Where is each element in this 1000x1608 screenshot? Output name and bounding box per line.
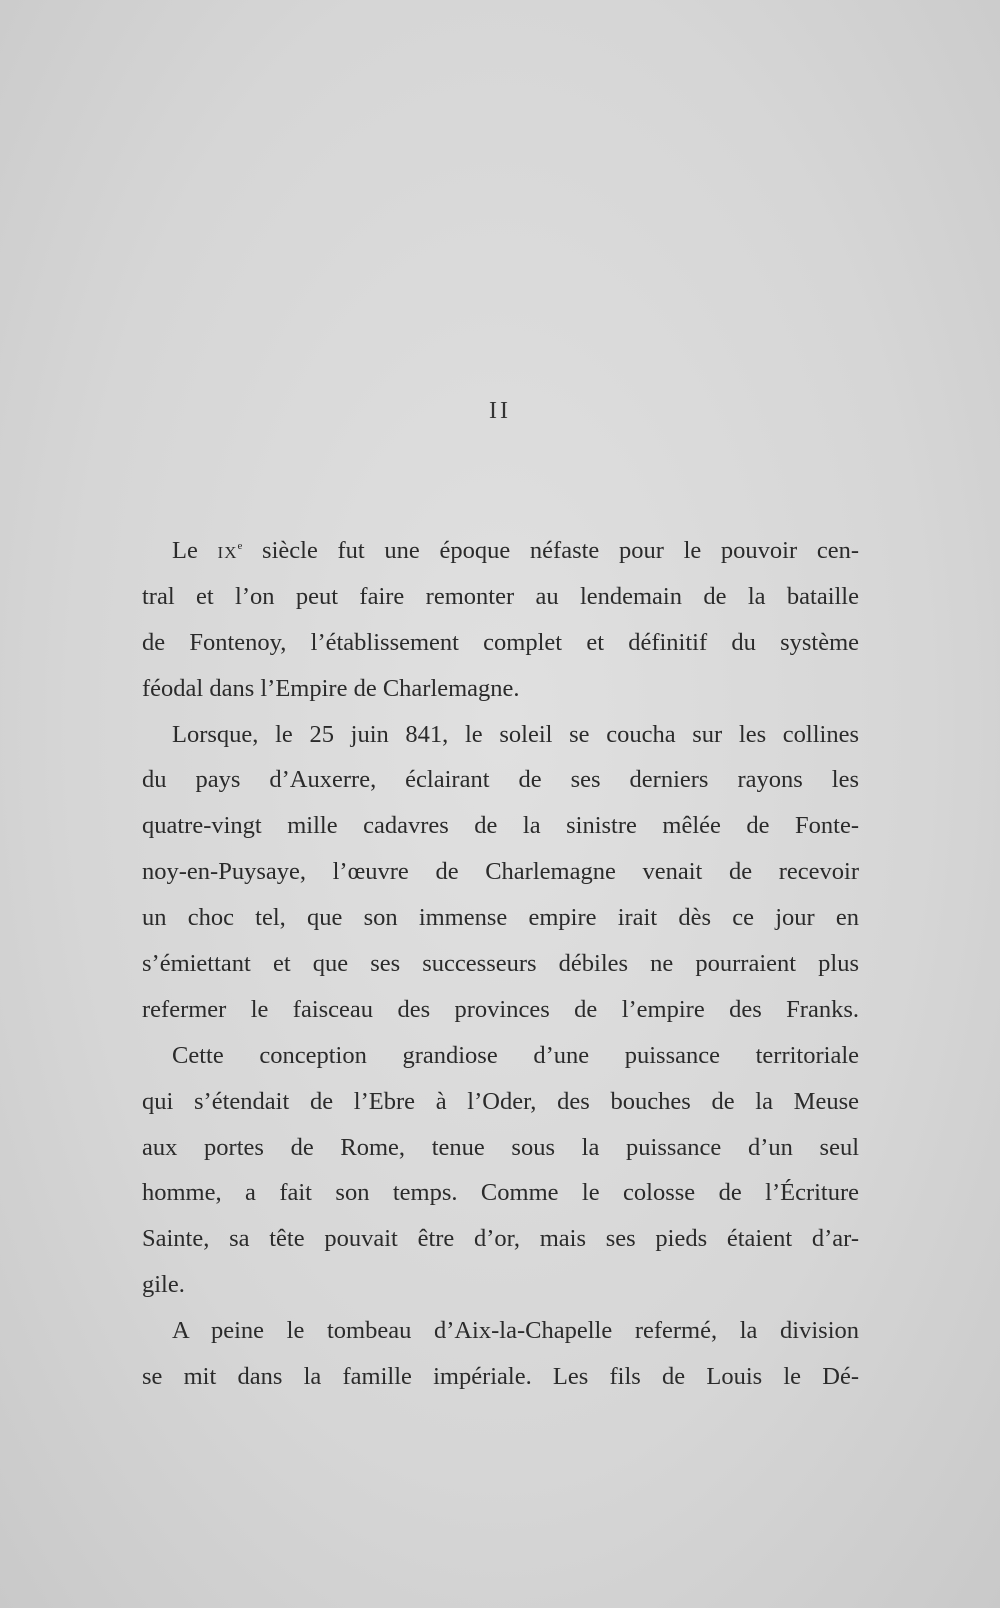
text-line: quatre-vingt mille cadavres de la sinistre mêlée de Fonte- [142,812,859,840]
text-line: homme, a fait son temps. Comme le colosse de l’Écriture [142,1179,859,1207]
text-line: tral et l’on peut faire remonter au lendemain de la bataille [142,582,859,610]
text-line [142,528,859,574]
text-line: de Fontenoy, l’établissement complet et définitif du système [142,628,859,656]
text-line: Sainte, sa tête pouvait être d’or, mais ses pieds étaient d’ar- [142,1225,859,1253]
text-line: du pays d’Auxerre, éclairant de ses derniers rayons les [142,766,859,794]
text-line: Cette conception grandiose d’une puissance territoriale [172,1041,859,1069]
text-line: s’émiettant et que ses successeurs débiles ne pourraient plus [142,950,859,978]
line-suffix: siècle fut une époque néfaste pour le pouvoir cen- [242,537,859,564]
century-superscript: e [237,540,243,552]
text-line: qui s’étendait de l’Ebre à l’Oder, des bouches de la Meuse [142,1087,859,1115]
text-line: Lorsque, le 25 juin 841, le soleil se coucha sur les collines [172,720,859,748]
text-line: noy-en-Puysaye, l’œuvre de Charlemagne venait de recevoir [142,858,859,886]
line-prefix: Le [172,537,218,564]
text-line: A peine le tombeau d’Aix-la-Chapelle refermé, la division [172,1317,859,1345]
text-line: féodal dans l’Empire de Charlemagne. [142,674,520,702]
chapter-number: II [489,398,511,424]
text-line: un choc tel, que son immense empire irait dès ce jour en [142,904,859,932]
text-line: refermer le faisceau des provinces de l’empire des Franks. [142,995,859,1023]
text-line: gile. [142,1271,185,1299]
text-line: aux portes de Rome, tenue sous la puissance d’un seul [142,1133,859,1161]
century-numeral: IX [217,543,238,562]
text-line: se mit dans la famille impériale. Les fils de Louis le Dé- [142,1363,859,1391]
body-text [142,528,859,1400]
